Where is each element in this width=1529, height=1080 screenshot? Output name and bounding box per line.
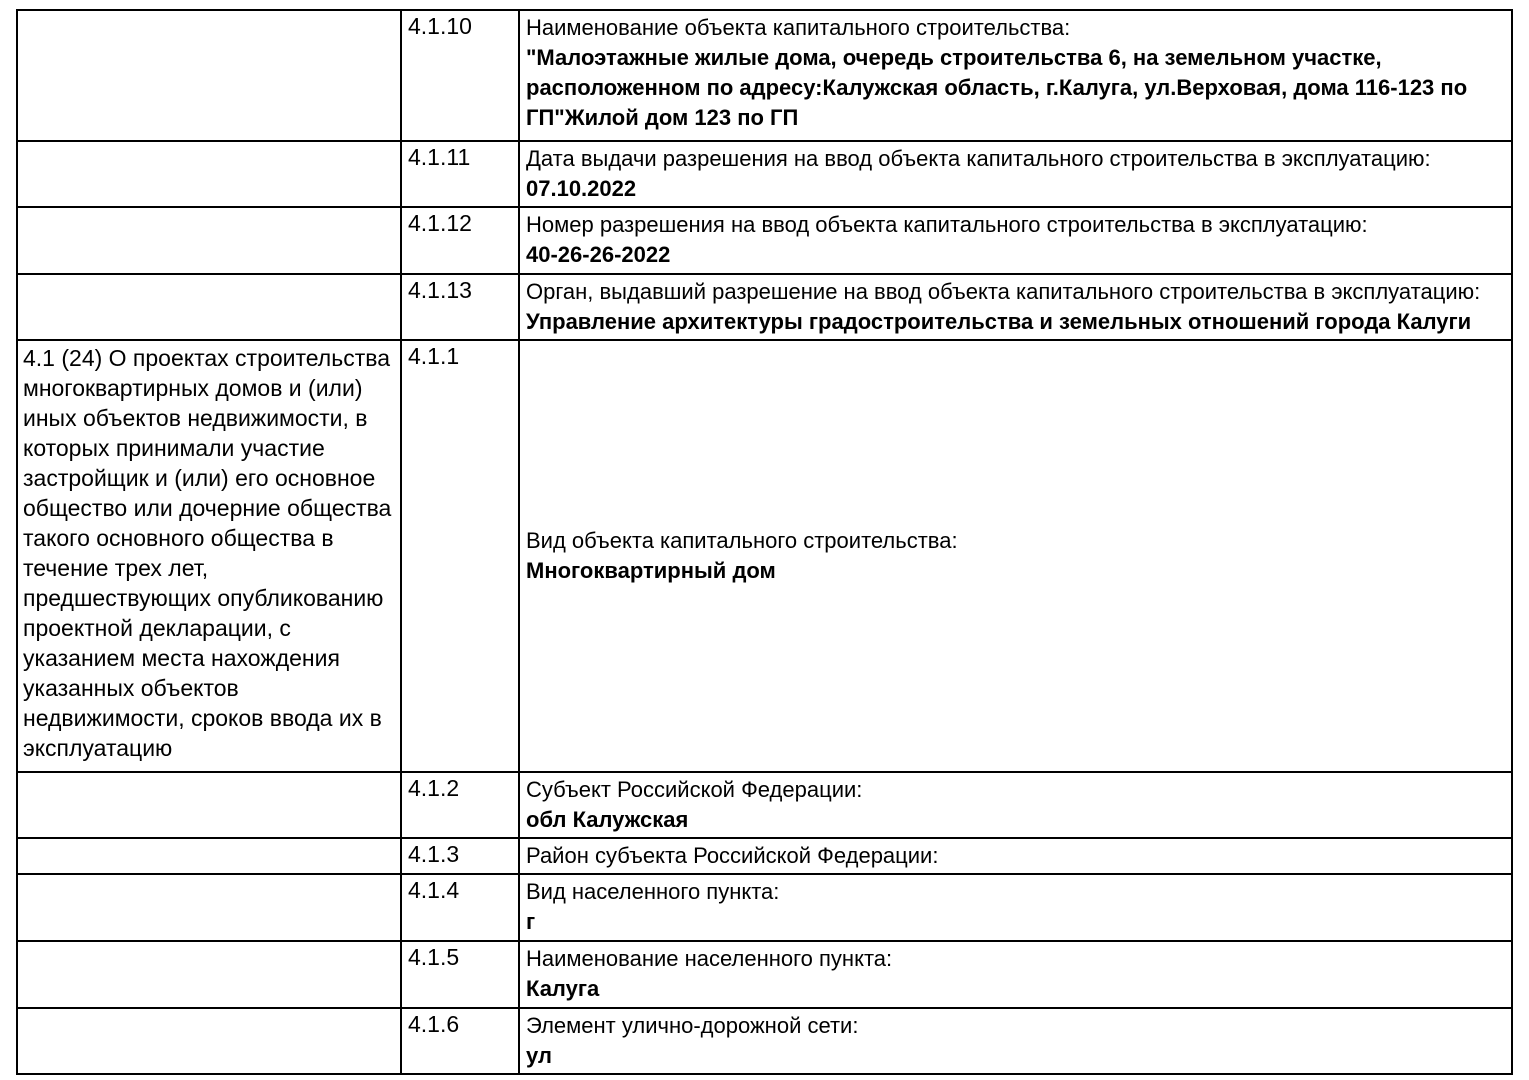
section-empty-cell bbox=[17, 874, 401, 941]
field-value: 40-26-26-2022 bbox=[526, 242, 671, 267]
field-cell bbox=[519, 838, 1512, 874]
section-empty-cell bbox=[17, 1008, 401, 1074]
section-description-cell bbox=[17, 340, 401, 772]
section-empty-cell bbox=[17, 10, 401, 141]
field-label: Район субъекта Российской Федерации: bbox=[526, 843, 939, 868]
table-row bbox=[17, 274, 1512, 340]
table-row bbox=[17, 141, 1512, 207]
row-number: 4.1.3 bbox=[401, 838, 519, 874]
field-value: ул bbox=[526, 1043, 552, 1068]
declaration-table bbox=[16, 9, 1513, 1075]
field-label: Наименование населенного пункта: bbox=[526, 946, 893, 971]
field-label: Элемент улично-дорожной сети: bbox=[526, 1013, 859, 1038]
row-number: 4.1.12 bbox=[401, 207, 519, 274]
section-description: 4.1 (24) О проектах строительства многоквартирных домов и (или) иных объектов недвижимости, в которых принимали участие застройщик и (или) его основное общество или дочерние общества такого основного общества в течение трех лет, предшествующих опубликованию проектной декларации, с указанием места нахождения указанных объектов недвижимости, сроков ввода их в эксплуатацию bbox=[23, 345, 392, 761]
section-empty-cell bbox=[17, 141, 401, 207]
table-row bbox=[17, 838, 1512, 874]
field-cell bbox=[519, 340, 1512, 772]
row-number: 4.1.6 bbox=[401, 1008, 519, 1074]
section-empty-cell bbox=[17, 207, 401, 274]
field-cell bbox=[519, 207, 1512, 274]
field-value: обл Калужская bbox=[526, 807, 689, 832]
field-cell bbox=[519, 274, 1512, 340]
field-label: Вид населенного пункта: bbox=[526, 879, 780, 904]
field-cell bbox=[519, 874, 1512, 941]
field-label: Дата выдачи разрешения на ввод объекта капитального строительства в эксплуатацию: bbox=[526, 146, 1431, 171]
field-label: Наименование объекта капитального строительства: bbox=[526, 15, 1071, 40]
field-label: Орган, выдавший разрешение на ввод объекта капитального строительства в эксплуатацию: bbox=[526, 279, 1481, 304]
table-row bbox=[17, 772, 1512, 838]
field-cell bbox=[519, 1008, 1512, 1074]
field-label: Номер разрешения на ввод объекта капитального строительства в эксплуатацию: bbox=[526, 212, 1368, 237]
field-value: 07.10.2022 bbox=[526, 176, 637, 201]
table-row bbox=[17, 10, 1512, 141]
table-row bbox=[17, 874, 1512, 941]
field-label: Вид объекта капитального строительства: bbox=[526, 528, 958, 553]
row-number: 4.1.5 bbox=[401, 941, 519, 1008]
table-row bbox=[17, 941, 1512, 1008]
row-number: 4.1.13 bbox=[401, 274, 519, 340]
field-cell bbox=[519, 141, 1512, 207]
field-cell bbox=[519, 941, 1512, 1008]
section-empty-cell bbox=[17, 941, 401, 1008]
section-empty-cell bbox=[17, 274, 401, 340]
field-value: г bbox=[526, 909, 536, 934]
field-value: "Малоэтажные жилые дома, очередь строительства 6, на земельном участке, расположенном по адресу:Калужская область, г.Калуга, ул.Верховая, дома 116-123 по ГП"Жилой дом 123 по ГП bbox=[526, 45, 1468, 130]
section-empty-cell bbox=[17, 838, 401, 874]
field-value: Калуга bbox=[526, 976, 600, 1001]
row-number: 4.1.10 bbox=[401, 10, 519, 141]
field-value: Многоквартирный дом bbox=[526, 558, 776, 583]
field-cell bbox=[519, 10, 1512, 141]
row-number: 4.1.11 bbox=[401, 141, 519, 207]
table-row bbox=[17, 1008, 1512, 1074]
row-number: 4.1.1 bbox=[401, 340, 519, 772]
table-row bbox=[17, 340, 1512, 772]
row-number: 4.1.4 bbox=[401, 874, 519, 941]
table-row bbox=[17, 207, 1512, 274]
document-page bbox=[16, 9, 1513, 1075]
section-empty-cell bbox=[17, 772, 401, 838]
field-label: Субъект Российской Федерации: bbox=[526, 777, 863, 802]
field-cell bbox=[519, 772, 1512, 838]
row-number: 4.1.2 bbox=[401, 772, 519, 838]
field-value: Управление архитектуры градостроительства и земельных отношений города Калуги bbox=[526, 309, 1472, 334]
